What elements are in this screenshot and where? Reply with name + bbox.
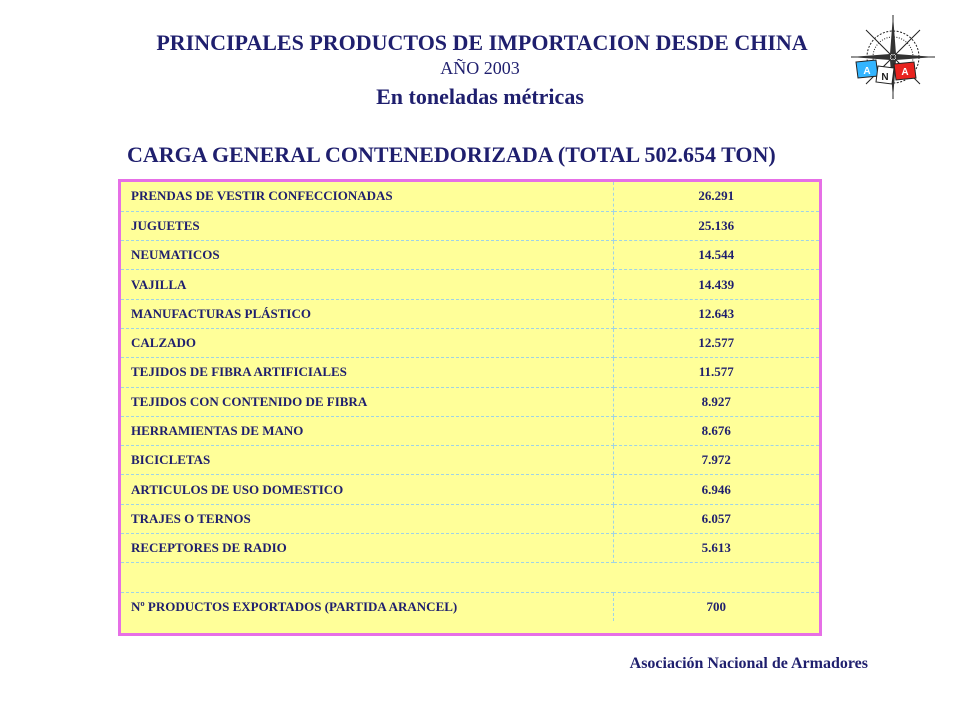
table-row	[121, 446, 819, 475]
table-row	[121, 592, 819, 621]
table-row	[121, 504, 819, 533]
table-row	[121, 387, 819, 416]
product-name-cell: BICICLETAS	[121, 446, 613, 475]
imports-table	[118, 179, 822, 636]
product-name-cell: TEJIDOS DE FIBRA ARTIFICIALES	[121, 358, 613, 387]
tonnage-cell: 7.972	[613, 446, 819, 475]
table-row	[121, 211, 819, 240]
tonnage-cell: 12.643	[613, 299, 819, 328]
table-row	[121, 534, 819, 563]
table-row	[121, 416, 819, 445]
table-row	[121, 241, 819, 270]
section-title: CARGA GENERAL CONTENEDORIZADA (TOTAL 502.654 TON)	[127, 142, 776, 167]
table-row	[121, 328, 819, 357]
footer-organization: Asociación Nacional de Armadores	[629, 655, 868, 672]
product-name-cell: TEJIDOS CON CONTENIDO DE FIBRA	[121, 387, 613, 416]
tonnage-cell: 5.613	[613, 534, 819, 563]
tonnage-cell: 8.676	[613, 416, 819, 445]
ana-logo	[848, 14, 938, 100]
tonnage-cell: 25.136	[613, 211, 819, 240]
tonnage-cell: 6.946	[613, 475, 819, 504]
tonnage-cell: 700	[706, 599, 726, 615]
compass-rose-icon	[848, 14, 938, 100]
product-name-cell: ARTICULOS DE USO DOMESTICO	[121, 475, 613, 504]
product-name-cell: CALZADO	[121, 328, 613, 357]
table-row	[121, 270, 819, 299]
product-name-cell: PRENDAS DE VESTIR CONFECCIONADAS	[121, 182, 613, 211]
product-name-cell: Nº PRODUCTOS EXPORTADOS (PARTIDA ARANCEL)	[121, 592, 613, 621]
logo-letter-a-right: A	[901, 67, 909, 78]
units-subtitle: En toneladas métricas	[376, 84, 584, 109]
year-subtitle: AÑO 2003	[440, 58, 520, 78]
tonnage-cell: 14.439	[613, 270, 819, 299]
logo-letter-a-left: A	[863, 66, 871, 77]
table-row	[121, 475, 819, 504]
tonnage-cell: 8.927	[613, 387, 819, 416]
logo-letter-n: N	[881, 72, 889, 83]
tonnage-cell: 11.577	[613, 358, 819, 387]
tonnage-cell: 12.577	[613, 328, 819, 357]
product-name-cell: JUGUETES	[121, 211, 613, 240]
product-name-cell: VAJILLA	[121, 270, 613, 299]
product-name-cell: HERRAMIENTAS DE MANO	[121, 416, 613, 445]
tonnage-cell: 14.544	[613, 241, 819, 270]
table-row	[121, 182, 819, 211]
tonnage-cell: 6.057	[613, 504, 819, 533]
product-name-cell: MANUFACTURAS PLÁSTICO	[121, 299, 613, 328]
table-row	[121, 299, 819, 328]
table-row	[121, 358, 819, 387]
product-name-cell: RECEPTORES DE RADIO	[121, 534, 613, 563]
product-name-cell: NEUMATICOS	[121, 241, 613, 270]
tonnage-cell: 26.291	[613, 182, 819, 211]
page-title: PRINCIPALES PRODUCTOS DE IMPORTACION DESDE CHINA	[156, 30, 808, 55]
product-name-cell: TRAJES O TERNOS	[121, 504, 613, 533]
blank-row	[121, 563, 819, 592]
blank-cell	[121, 563, 819, 592]
